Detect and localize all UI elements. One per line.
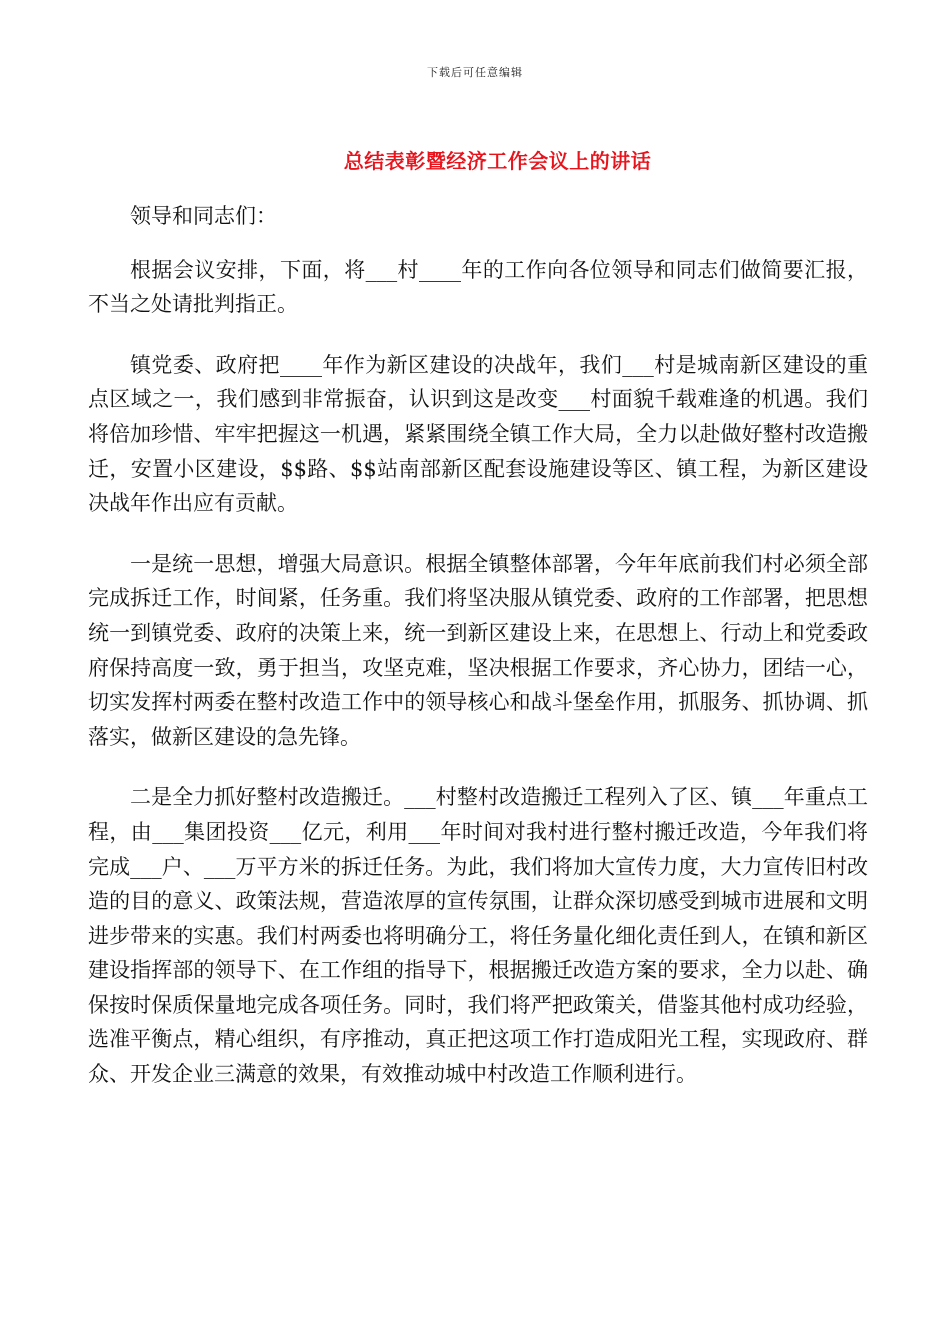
greeting: 领导和同志们： (130, 204, 277, 228)
paragraph-context: 镇党委、政府把____年作为新区建设的决战年，我们___村是城南新区建设的重点区域之一，我们感到非常振奋，认识到这是改变___村面貌千载难逢的机遇。我们将倍加珍惜、牢牢把握这一机遇，紧紧围绕全镇工作大局，全力以赴做好整村改造搬迁，安置小区建设，$$路、$$站南部新区配套设施建设等区、镇工程，为新区建设决战年作出应有贡献。 (88, 352, 868, 516)
paragraph-point-two: 二是全力抓好整村改造搬迁。___村整村改造搬迁工程列入了区、镇___年重点工程，由___集团投资___亿元，利用___年时间对我村进行整村搬迁改造，今年我们将完成___户、___万平方米的拆迁任务。为此，我们将加大宣传力度，大力宣传旧村改造的目的意义、政策法规，营造浓厚的宣传氛围，让群众深切感受到城市进展和文明进步带来的实惠。我们村两委也将明确分工，将任务量化细化责任到人，在镇和新区建设指挥部的领导下、在工作组的指导下，根据搬迁改造方案的要求，全力以赴、确保按时保质保量地完成各项任务。同时，我们将严把政策关，借鉴其他村成功经验，选准平衡点，精心组织，有序推动，真正把这项工作打造成阳光工程，实现政府、群众、开发企业三满意的效果，有效推动城中村改造工作顺利进行。 (88, 785, 868, 1087)
header-note: 下载后可任意编辑 (427, 66, 523, 79)
paragraph-point-one: 一是统一思想，增强大局意识。根据全镇整体部署，今年年底前我们村必须全部完成拆迁工作，时间紧，任务重。我们将坚决服从镇党委、政府的工作部署，把思想统一到镇党委、政府的决策上来，统一到新区建设上来，在思想上、行动上和党委政府保持高度一致，勇于担当，攻坚克难，坚决根据工作要求，齐心协力，团结一心，切实发挥村两委在整村改造工作中的领导核心和战斗堡垒作用，抓服务、抓协调、抓落实，做新区建设的急先锋。 (88, 551, 868, 749)
document-body (88, 199, 868, 1118)
document-title: 总结表彰暨经济工作会议上的讲话 (343, 149, 652, 173)
paragraph-intro: 根据会议安排，下面，将___村____年的工作向各位领导和同志们做简要汇报，不当之处请批判指正。 (88, 257, 868, 317)
